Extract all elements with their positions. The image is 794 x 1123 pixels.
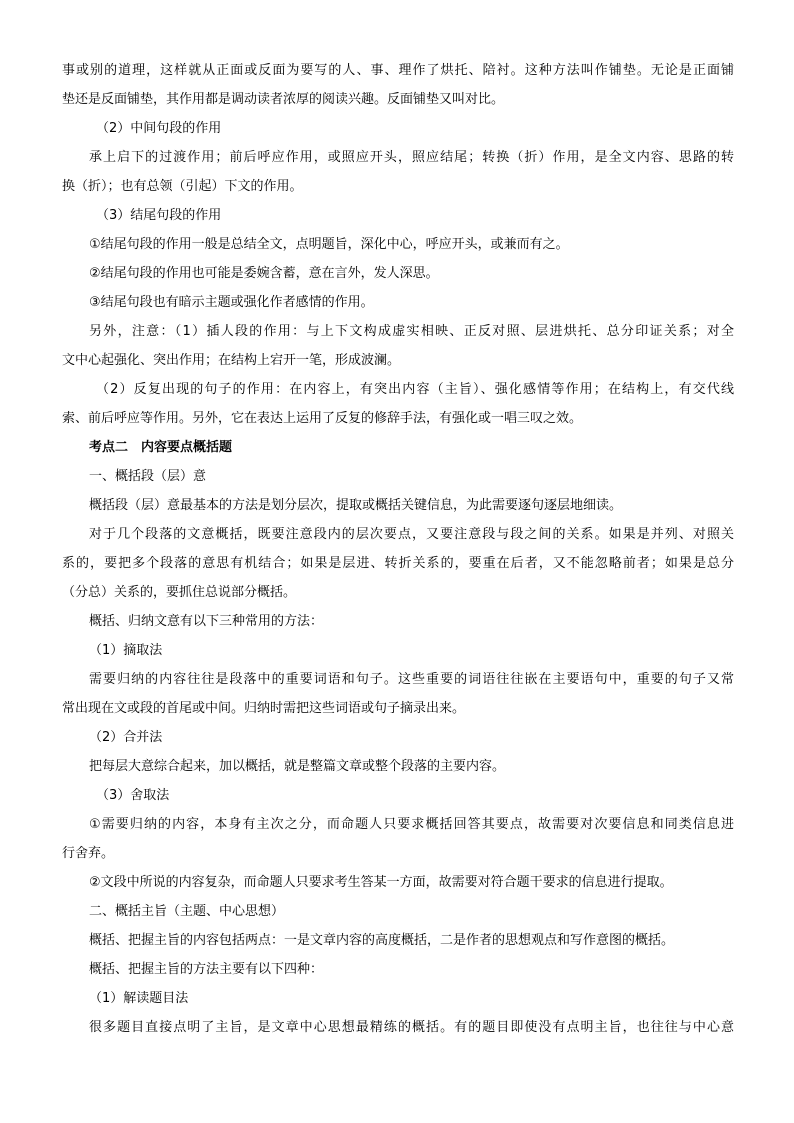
section-heading: （3）舍取法: [96, 788, 170, 803]
subsection-heading: 一、概括段（层）意: [89, 469, 207, 484]
section-heading: （3）结尾句段的作用: [96, 208, 222, 223]
paragraph-line: 概括、把握主旨的内容包括两点：一是文章内容的高度概括，二是作者的思想观点和写作意图的概括。: [89, 933, 675, 948]
section-heading: （1）解读题目法: [89, 991, 189, 1006]
paragraph-line: 行舍弃。: [62, 846, 115, 861]
paragraph-line: （2）反复出现的句子的作用：在内容上，有突出内容（主旨）、强化感情等作用；在结构上，有交代线: [96, 382, 734, 397]
paragraph-line: 概括、把握主旨的方法主要有以下四种：: [89, 962, 324, 977]
paragraph-line: 很多题目直接点明了主旨，是文章中心思想最精练的概括。有的题目即使没有点明主旨，也往往与中心意: [89, 1020, 734, 1035]
paragraph-line: 需要归纳的内容往往是段落中的重要词语和句子。这些重要的词语往往嵌在主要语句中，重要的句子又常: [89, 672, 734, 687]
paragraph-line: 文中心起强化、突出作用；在结构上宕开一笔，形成波澜。: [62, 353, 401, 368]
section-heading: （2）中间句段的作用: [96, 121, 222, 136]
paragraph-line: 系的，要把多个段落的意思有机结合；如果是层进、转折关系的，要重在后者，又不能忽略前者；如果是总分: [62, 556, 734, 571]
list-item: ②文段中所说的内容复杂，而命题人只要求考生答某一方面，故需要对符合题干要求的信息进行提取。: [89, 875, 673, 890]
section-title: 考点二 内容要点概括题: [89, 440, 233, 455]
paragraph-line: 对于几个段落的文意概括，既要注意段内的层次要点，又要注意段与段之间的关系。如果是并列、对照关: [89, 527, 734, 542]
paragraph-line: 事或别的道理，这样就从正面或反面为要写的人、事、理作了烘托、陪衬。这种方法叫作铺垫。无论是正面铺: [62, 63, 734, 78]
paragraph-line: 索、前后呼应等作用。另外，它在表达上运用了反复的修辞手法，有强化或一唱三叹之效。: [62, 411, 583, 426]
list-item: ②结尾句段的作用也可能是委婉含蓄，意在言外，发人深思。: [89, 266, 439, 281]
section-heading: （1）摘取法: [89, 643, 163, 658]
subsection-heading: 二、概括主旨（主题、中心思想）: [89, 904, 285, 919]
paragraph-line: 把每层大意综合起来，加以概括，就是整篇文章或整个段落的主要内容。: [89, 759, 506, 774]
list-item: ③结尾句段也有暗示主题或强化作者感情的作用。: [89, 295, 374, 310]
section-heading: （2）合并法: [89, 730, 163, 745]
paragraph-line: 常出现在文或段的首尾或中间。归纳时需把这些词语或句子摘录出来。: [62, 701, 466, 716]
paragraph-line: （分总）关系的，要抓住总说部分概括。: [62, 585, 297, 600]
paragraph-line: 概括段（层）意最基本的方法是划分层次，提取或概括关键信息，为此需要逐句逐层地细读。: [89, 498, 623, 513]
paragraph-line: 概括、归纳文意有以下三种常用的方法：: [89, 614, 324, 629]
paragraph-line: 垫还是反面铺垫，其作用都是调动读者浓厚的阅读兴趣。反面铺垫又叫对比。: [62, 92, 505, 107]
list-item: ①结尾句段的作用一般是总结全文，点明题旨，深化中心，呼应开头，或兼而有之。: [89, 237, 569, 252]
paragraph-line: 换（折）；也有总领（引起）下文的作用。: [62, 179, 303, 194]
list-item: ①需要归纳的内容，本身有主次之分，而命题人只要求概括回答其要点，故需要对次要信息和同类信息进: [89, 817, 734, 832]
paragraph-line: 承上启下的过渡作用；前后呼应作用，或照应开头，照应结尾；转换（折）作用，是全文内容、思路的转: [89, 150, 734, 165]
paragraph-line: 另外，注意：（1）插人段的作用：与上下文构成虚实相映、正反对照、层进烘托、总分印证关系；对全: [89, 324, 734, 339]
